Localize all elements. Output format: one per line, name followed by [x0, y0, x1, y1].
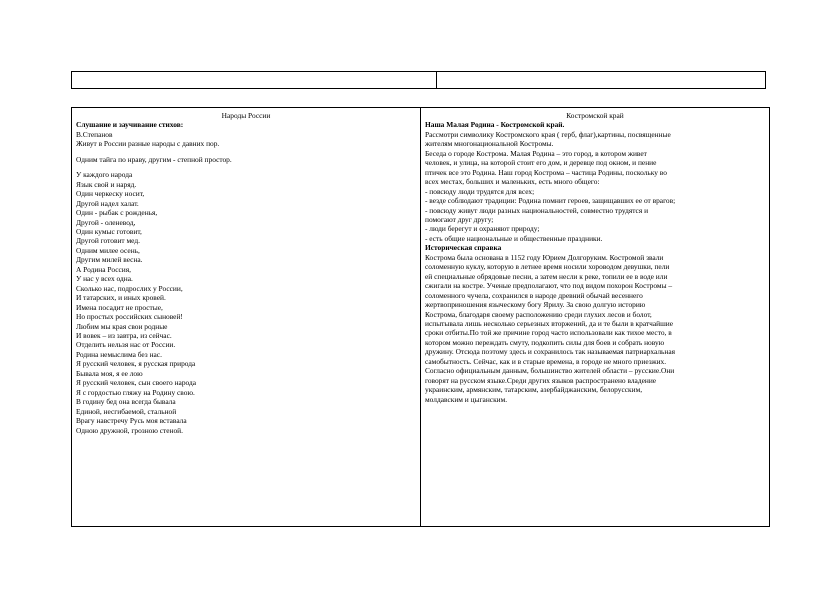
- text-line: У каждого народа: [76, 170, 133, 180]
- text-line: жителям многонациональной Костромы.: [425, 139, 554, 149]
- text-line: Один черкеску носит,: [76, 189, 145, 199]
- text-line: И вовек – из завтра, из сейчас.: [76, 330, 172, 340]
- text-line: соломенную куклу, которую в летнее время носили хороводом девушки, пели: [425, 262, 670, 272]
- text-line: Другой надел халат.: [76, 198, 139, 208]
- text-line: Живут в России разные народы с давних пор.: [76, 139, 220, 149]
- text-line: Любим мы края свои родные: [76, 321, 168, 331]
- text-line: Врагу навстречу Русь моя вставала: [76, 416, 187, 426]
- text-line: Сколько нас, подрослих у России,: [76, 283, 183, 293]
- peoples-column: [72, 108, 420, 526]
- text-line: птичек все это Родина. Наш город Кострома – частица Родины, поскольку во: [425, 167, 667, 177]
- text-line: говорят на русском языке.Среди других языков распространено владение: [425, 375, 657, 385]
- text-line: Один кумыс готовит,: [76, 226, 142, 236]
- header-table-divider: [436, 72, 437, 88]
- text-line: испытывала лишь несколько серьезных вторжений, да и те были в кратчайшие: [425, 318, 674, 328]
- text-line: Одним милее осень,: [76, 245, 140, 255]
- text-line: Рассмотри символику Костромского края ( герб, флаг),картины, посвященные: [425, 129, 671, 139]
- text-line: Слушание и заучивание стихов:: [76, 120, 184, 130]
- kostroma-title: Костромской край: [566, 111, 624, 120]
- text-line: украинским, армянским, татарским, азербайджанским, белорусским,: [425, 385, 643, 395]
- text-line: Другой готовит мед.: [76, 236, 140, 246]
- text-line: Я с гордостью гляжу на Родину свою.: [76, 387, 195, 397]
- lesson-table: [71, 107, 770, 527]
- text-line: Одною дружной, грозною стеной.: [76, 425, 183, 435]
- text-line: Я русский человек, сын своего народа: [76, 378, 197, 388]
- text-line: молдавским и цыганским.: [425, 394, 508, 404]
- text-line: ей специальные обрядовые песни, а затем несли к реке, топили ее в воде или: [425, 271, 668, 281]
- text-line: У нас у всех одна.: [76, 274, 133, 284]
- text-line: Имена посадит не простые,: [76, 302, 163, 312]
- text-line: человек, и улица, на которой стоит его дом, и деревце под окном, и пение: [425, 158, 657, 168]
- text-line: сроки отбиты.По той же причине город часто использовали как тихое место, в: [425, 328, 672, 338]
- text-line: Но простых российских сыновей!: [76, 312, 183, 322]
- text-line: Другим милей весна.: [76, 255, 143, 265]
- text-line: жертвоприношения языческому богу Ярилу. За свою долгую историю: [425, 300, 646, 310]
- text-line: Я русский человек, я русская природа: [76, 359, 196, 369]
- text-line: Наша Малая Родина - Костромской край.: [425, 120, 565, 130]
- header-table-row: [71, 71, 766, 89]
- text-line: соломенного чучела, сохранился в народе древний обычай весеннего: [425, 290, 643, 300]
- text-line: В.Степанов: [76, 129, 113, 139]
- text-line: Историческая справка: [425, 243, 502, 253]
- text-line: Беседа о городе Кострома. Малая Родина – это город, в котором живет: [425, 148, 647, 158]
- text-line: самобытность. Сейчас, как и в старые времена, в городе не много приезжих.: [425, 356, 667, 366]
- text-line: - повсюду живут люди разных национальностей, совместно трудятся и: [425, 205, 649, 215]
- text-line: А Родина Россия,: [76, 264, 131, 274]
- text-line: дружину. Отсюда поэтому здесь и сохранилось так называемая патриархальная: [425, 347, 676, 357]
- text-line: В годину бед она всегда бывала: [76, 397, 176, 407]
- text-line: Одним тайга по нраву, другим - степной простор.: [76, 154, 232, 164]
- text-line: - повсюду люди трудятся для всех;: [425, 186, 535, 196]
- text-line: Отделить нельзя нас от России.: [76, 340, 176, 350]
- text-line: помогают друг другу;: [425, 214, 494, 224]
- text-line: - люди берегут и охраняют природу;: [425, 224, 540, 234]
- text-line: Согласно официальным данным, большинство жителей области – русские.Они: [425, 366, 675, 376]
- text-line: Родина немыслима без нас.: [76, 349, 162, 359]
- text-line: - везде соблюдают традиции: Родина помнит героев, защищавших ее от врагов;: [425, 196, 676, 206]
- text-line: Язык свой и наряд.: [76, 179, 137, 189]
- text-line: котором можно переждать смуту, подкопить силы для боев и собрать новую: [425, 337, 665, 347]
- text-line: всех местах, больших и маленьких, есть много общего:: [425, 177, 600, 187]
- text-line: сжигали на костре. Ученые предполагают, что под видом похорон Костромы –: [425, 281, 673, 291]
- peoples-title: Народы России: [221, 111, 271, 120]
- text-line: Единой, несгибаемой, стальной: [76, 406, 177, 416]
- text-line: Бывала моя, я ее лою: [76, 368, 143, 378]
- text-line: Один - рыбак с рожденья,: [76, 208, 158, 218]
- text-line: И татарских, и иных кровей.: [76, 293, 166, 303]
- text-line: Другой - оленевод,: [76, 217, 136, 227]
- text-line: - есть общие национальные и общественные праздники.: [425, 233, 603, 243]
- text-line: Кострома была основана в 1152 году Юрием Долгоруким. Костромой звали: [425, 252, 664, 262]
- kostroma-column: [420, 108, 769, 526]
- text-line: Кострома, благодаря своему расположению среди глухих лесов и болот,: [425, 309, 652, 319]
